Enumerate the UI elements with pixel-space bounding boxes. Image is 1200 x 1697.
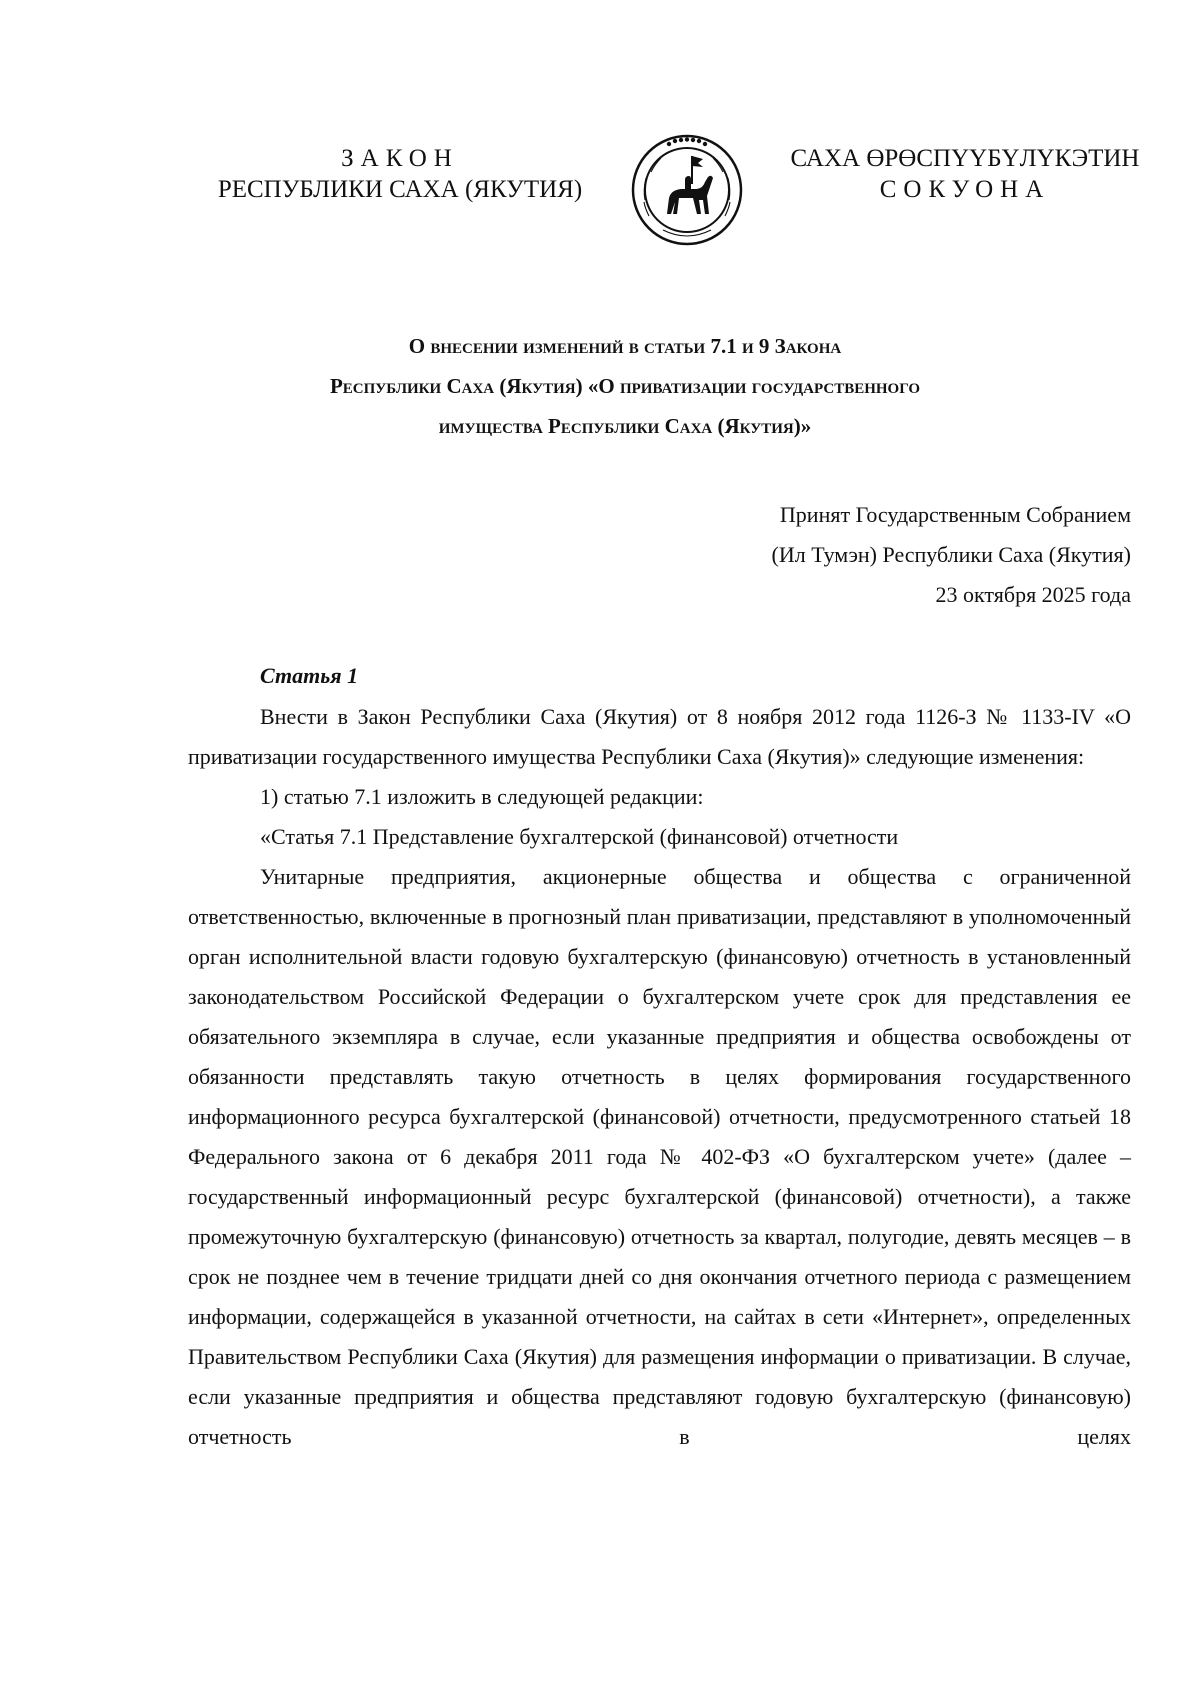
article-body — [188, 656, 1131, 1457]
quoted-article-paragraph: Унитарные предприятия, акционерные общества и общества с ограниченной ответственностью, включенные в прогнозный план приватизации, представляют в уполномоченный орган исполнительной власти годовую бухгалтерскую (финансовую) отчетность в установленный законодательством Российской Федерации о бухгалтерском учете срок для представления ее обязательного экземпляра в случае, если указанные предприятия и общества освобождены от обязанности представлять такую отчетность в целях формирования государственного информационного ресурса бухгалтерской (финансовой) отчетности, предусмотренного статьей 18 Федерального закона от 6 декабря 2011 года № 402-ФЗ «О бухгалтерском учете» (далее – государственный информационный ресурс бухгалтерской (финансовой) отчетности), а также промежуточную бухгалтерскую (финансовую) отчетность за квартал, полугодие, девять месяцев – в срок не позднее чем в течение тридцати дней со дня окончания отчетного периода с размещением информации, содержащейся в указанной отчетности, на сайтах в сети «Интернет», определенных Правительством Республики Саха (Якутия) для размещения информации о приватизации. В случае, если указанные предприятия и общества представляют годовую бухгалтерскую (финансовую) отчетность в целях — [188, 864, 1131, 1449]
adoption-notice — [772, 495, 1131, 615]
header-left-title — [180, 143, 620, 205]
adoption-line1: Принят Государственным Собранием — [779, 502, 1131, 527]
law-title-line1: О внесении изменений в статьи 7.1 и 9 Закона — [408, 334, 842, 358]
article-intro-paragraph: Внести в Закон Республики Саха (Якутия) от 8 ноября 2012 года 1126-З № 1133-IV «О приватизации государственного имущества Республики Саха (Якутия)» следующие изменения: — [188, 704, 1131, 769]
adoption-date: 23 октября 2025 года — [935, 582, 1131, 607]
header-left-line1: ЗАКОН — [341, 145, 459, 172]
amendment-item-1: 1) статью 7.1 изложить в следующей редакции: — [260, 784, 704, 809]
law-title-line2: Республики Саха (Якутия) «О приватизации государственного — [329, 374, 921, 398]
header-right-line2: СОКУОНА — [879, 176, 1051, 203]
law-title-line3: имущества Республики Саха (Якутия)» — [438, 414, 812, 438]
law-title — [160, 326, 1090, 446]
article-heading: Статья 1 — [260, 663, 359, 688]
header-left-line2: РЕСПУБЛИКИ САХА (ЯКУТИЯ) — [217, 176, 583, 203]
coat-of-arms-emblem-icon — [629, 132, 745, 248]
header-right-title — [770, 143, 1160, 205]
adoption-line2: (Ил Тумэн) Республики Саха (Якутия) — [771, 542, 1131, 567]
quoted-article-heading: «Статья 7.1 Представление бухгалтерской (финансовой) отчетности — [260, 824, 899, 849]
header-right-line1: САХА ӨРӨСПҮҮБҮЛҮКЭТИН — [790, 145, 1140, 172]
